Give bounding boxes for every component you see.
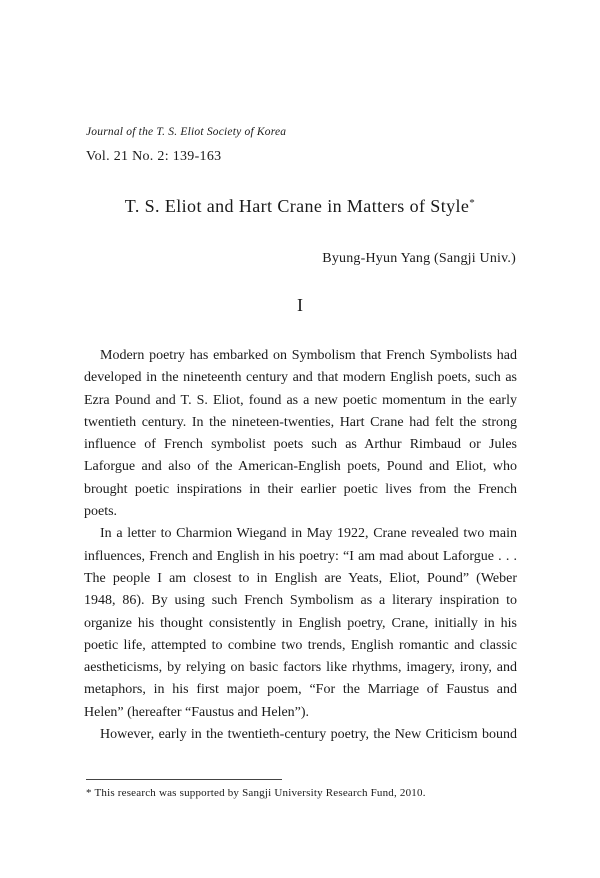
body-line: poetic life, attempted to combine two trends, English romantic and classic [84,637,517,653]
body-line: developed in the nineteenth century and that modern English poets, such as [84,370,517,386]
body-line: Modern poetry has embarked on Symbolism that French Symbolists had [100,348,517,363]
body-line: brought poetic inspirations in their earlier poetic lives from the French [84,481,517,497]
body-line: aestheticisms, by relying on basic factors like rhythms, imagery, irony, and [84,660,517,676]
body-line: metaphors, in his first major poem, “For the Marriage of Faustus and [84,682,517,698]
body-line: The people I am closest to in English are Yeats, Eliot, Pound” (Weber [84,570,517,586]
body-line: twentieth century. In the nineteen-twenties, Hart Crane had felt the strong [84,414,517,430]
article-title [0,196,600,217]
footnote-divider [86,779,282,780]
volume-info: Vol. 21 No. 2: 139-163 [86,149,222,164]
body-line: Ezra Pound and T. S. Eliot, found as a new poetic momentum in the early [84,392,517,408]
footnote: * This research was supported by Sangji University Research Fund, 2010. [86,787,426,799]
body-line: influence of French symbolist poets such as Arthur Rimbaud or Jules [84,437,517,453]
body-line: In a letter to Charmion Wiegand in May 1922, Crane revealed two main [100,526,517,542]
body-line: However, early in the twentieth-century poetry, the New Criticism bound [100,727,517,743]
body-line: Laforgue and also of the American-English poets, Pound and Eliot, who [84,459,517,475]
footnote-mark: * [469,197,476,209]
author-line: Byung-Hyun Yang (Sangji Univ.) [322,251,516,266]
body-line: Helen” (hereafter “Faustus and Helen”). [84,704,310,720]
body-line: influences, French and English in his poetry: “I am mad about Laforgue . . . [84,548,517,564]
journal-name: Journal of the T. S. Eliot Society of Korea [86,126,287,138]
body-line: poets. [84,504,118,520]
section-number: I [297,295,303,315]
body-line: 1948, 86). By using such French Symbolism as a literary inspiration to [84,593,517,609]
body-text [84,345,517,746]
article-title-text: T. S. Eliot and Hart Crane in Matters of Style [124,196,470,216]
body-line: organize his thought consistently in English poetry, Crane, initially in his [84,615,517,631]
